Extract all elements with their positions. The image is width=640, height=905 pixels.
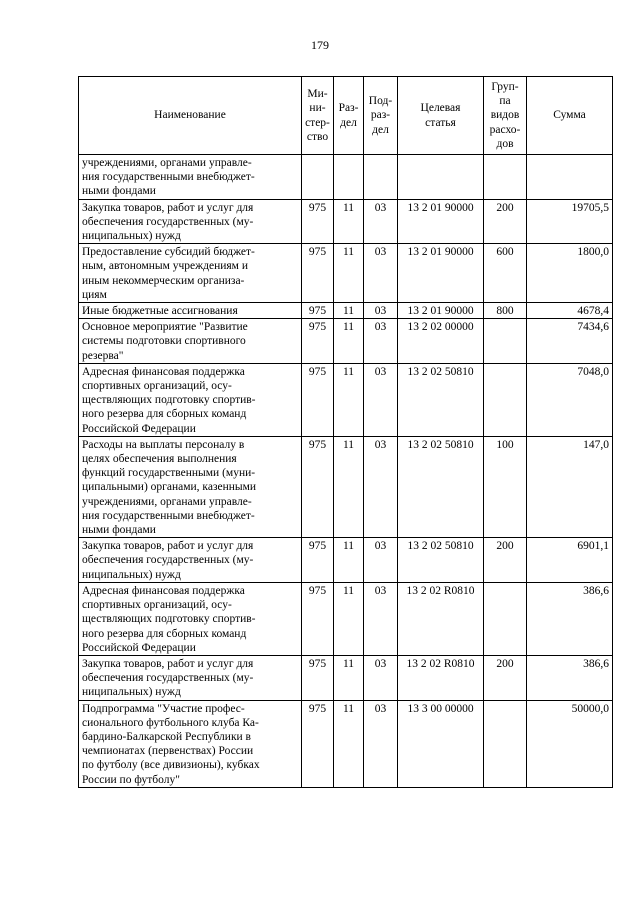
- table-row: [79, 303, 613, 319]
- cell-group: 200: [484, 655, 527, 700]
- cell-section: 11: [334, 319, 364, 364]
- cell-subsection: 03: [364, 655, 398, 700]
- table-header-row: [79, 77, 613, 155]
- cell-name: Адресная финансовая поддержка спортивных организаций, осу- ществляющих подготовку спортив- ного резерва для сборных команд Российской Федерации: [79, 582, 302, 655]
- cell-section: 11: [334, 582, 364, 655]
- cell-section: 11: [334, 303, 364, 319]
- header-ministry: Ми- ни- стер- ство: [302, 77, 334, 155]
- table-row: [79, 582, 613, 655]
- cell-group: [484, 155, 527, 200]
- header-target: Целевая статья: [398, 77, 484, 155]
- cell-target: 13 3 00 00000: [398, 700, 484, 787]
- cell-ministry: 975: [302, 655, 334, 700]
- cell-subsection: 03: [364, 538, 398, 583]
- cell-subsection: 03: [364, 319, 398, 364]
- cell-section: 11: [334, 655, 364, 700]
- cell-section: 11: [334, 363, 364, 436]
- cell-sum: 7434,6: [527, 319, 613, 364]
- table-row: [79, 700, 613, 787]
- cell-group: [484, 363, 527, 436]
- cell-subsection: 03: [364, 700, 398, 787]
- cell-sum: 7048,0: [527, 363, 613, 436]
- header-subsection: Под- раз- дел: [364, 77, 398, 155]
- cell-section: 11: [334, 538, 364, 583]
- cell-name: Иные бюджетные ассигнования: [79, 303, 302, 319]
- cell-ministry: [302, 155, 334, 200]
- table-row: [79, 363, 613, 436]
- cell-target: 13 2 01 90000: [398, 199, 484, 244]
- cell-section: 11: [334, 700, 364, 787]
- cell-section: 11: [334, 199, 364, 244]
- cell-sum: 147,0: [527, 436, 613, 537]
- cell-name: Закупка товаров, работ и услуг для обеспечения государственных (му- ниципальных) нужд: [79, 199, 302, 244]
- cell-ministry: 975: [302, 303, 334, 319]
- cell-name: учреждениями, органами управле- ния государственными внебюджет- ными фондами: [79, 155, 302, 200]
- cell-subsection: 03: [364, 582, 398, 655]
- cell-target: 13 2 01 90000: [398, 303, 484, 319]
- cell-section: 11: [334, 436, 364, 537]
- cell-target: 13 2 02 50810: [398, 538, 484, 583]
- cell-name: Предоставление субсидий бюджет- ным, автономным учреждениям и иным некоммерческим организа- циям: [79, 244, 302, 303]
- cell-sum: 4678,4: [527, 303, 613, 319]
- cell-name: Адресная финансовая поддержка спортивных организаций, осу- ществляющих подготовку спортив- ного резерва для сборных команд Российской Федерации: [79, 363, 302, 436]
- cell-target: 13 2 02 50810: [398, 436, 484, 537]
- cell-subsection: 03: [364, 303, 398, 319]
- cell-sum: 6901,1: [527, 538, 613, 583]
- header-sum: Сумма: [527, 77, 613, 155]
- cell-section: 11: [334, 244, 364, 303]
- cell-target: 13 2 02 R0810: [398, 655, 484, 700]
- header-section: Раз- дел: [334, 77, 364, 155]
- cell-sum: 386,6: [527, 655, 613, 700]
- cell-target: 13 2 02 R0810: [398, 582, 484, 655]
- cell-sum: 19705,5: [527, 199, 613, 244]
- cell-subsection: 03: [364, 436, 398, 537]
- cell-ministry: 975: [302, 319, 334, 364]
- cell-section: [334, 155, 364, 200]
- cell-target: 13 2 02 00000: [398, 319, 484, 364]
- header-group: Груп- па видов расхо- дов: [484, 77, 527, 155]
- cell-subsection: 03: [364, 244, 398, 303]
- cell-target: 13 2 02 50810: [398, 363, 484, 436]
- cell-subsection: 03: [364, 363, 398, 436]
- cell-name: Основное мероприятие "Развитие системы подготовки спортивного резерва": [79, 319, 302, 364]
- cell-group: 200: [484, 199, 527, 244]
- cell-target: 13 2 01 90000: [398, 244, 484, 303]
- cell-group: [484, 700, 527, 787]
- page-number: 179: [311, 38, 329, 52]
- cell-ministry: 975: [302, 363, 334, 436]
- cell-sum: 386,6: [527, 582, 613, 655]
- table-row: [79, 655, 613, 700]
- cell-ministry: 975: [302, 582, 334, 655]
- cell-name: Подпрограмма "Участие профес- сионального футбольного клуба Ка- бардино-Балкарской Республики в чемпионатах (первенствах) России по футболу (все дивизионы), кубках России по футболу": [79, 700, 302, 787]
- cell-group: 200: [484, 538, 527, 583]
- cell-group: 800: [484, 303, 527, 319]
- table-row: [79, 199, 613, 244]
- cell-ministry: 975: [302, 700, 334, 787]
- table-row: [79, 155, 613, 200]
- cell-group: [484, 319, 527, 364]
- table-row: [79, 244, 613, 303]
- cell-name: Закупка товаров, работ и услуг для обеспечения государственных (му- ниципальных) нужд: [79, 655, 302, 700]
- cell-target: [398, 155, 484, 200]
- budget-table: [78, 76, 613, 788]
- cell-name: Закупка товаров, работ и услуг для обеспечения государственных (му- ниципальных) нужд: [79, 538, 302, 583]
- cell-group: 100: [484, 436, 527, 537]
- cell-group: [484, 582, 527, 655]
- cell-sum: 1800,0: [527, 244, 613, 303]
- cell-ministry: 975: [302, 436, 334, 537]
- cell-sum: 50000,0: [527, 700, 613, 787]
- table-row: [79, 319, 613, 364]
- cell-subsection: 03: [364, 199, 398, 244]
- table-row: [79, 436, 613, 537]
- cell-sum: [527, 155, 613, 200]
- table-row: [79, 538, 613, 583]
- cell-group: 600: [484, 244, 527, 303]
- cell-subsection: [364, 155, 398, 200]
- cell-ministry: 975: [302, 199, 334, 244]
- header-name: Наименование: [79, 77, 302, 155]
- cell-ministry: 975: [302, 538, 334, 583]
- cell-name: Расходы на выплаты персоналу в целях обеспечения выполнения функций государственными (муни- ципальными) органами, казенными учреждениями, органами управле- ния государственными внебюджет- ными фондами: [79, 436, 302, 537]
- cell-ministry: 975: [302, 244, 334, 303]
